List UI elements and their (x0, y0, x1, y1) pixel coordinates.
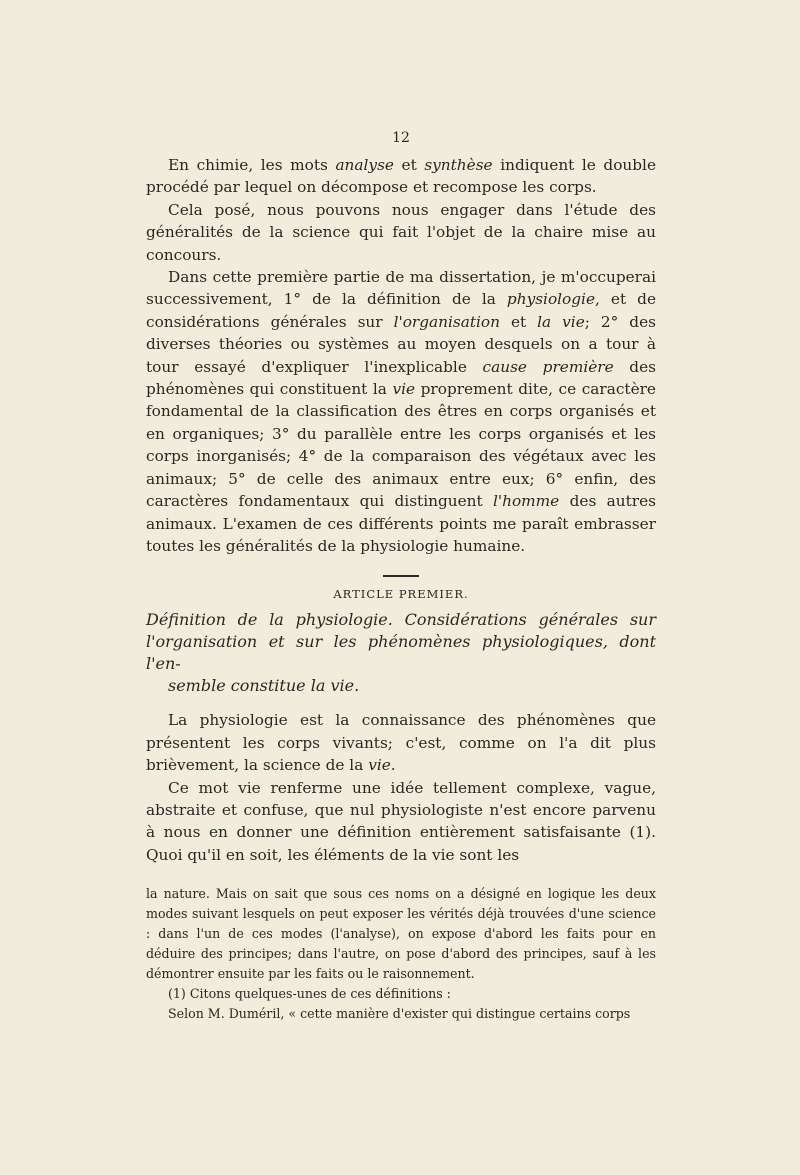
italic-term: cause première (482, 357, 614, 376)
intro-paragraph-1 (146, 154, 656, 199)
italic-term: physiologie (506, 290, 595, 309)
text-run: Ce mot vie renferme une idée tellement complexe, vague, abstraite et confuse, que nul physiologiste n'est encore parvenu à nous en donner une définition entièrement satisfaisante (1). Quoi qu'il en soit, les éléments de la vie sont les (146, 778, 656, 864)
intro-paragraph-2 (146, 199, 656, 266)
text-run: proprement dite, ce caractère fondamental de la classification des êtres en corps organisés et en organiques; 3° du parallèle entre les corps organisés et les corps inorganisés; 4° de la comparaison des végétaux avec les animaux; 5° de celle des animaux entre eux; 6° enfin, des caractères fondamentaux qui distinguent (146, 380, 656, 511)
text-run: des phénomènes qui constituent la (146, 357, 657, 399)
page (146, 130, 656, 1024)
italic-term: vie (392, 380, 416, 399)
footnote-1: (1) Citons quelques-unes de ces définitions : (168, 986, 451, 1002)
intro-section (146, 154, 656, 557)
text-run: Dans cette première partie de ma dissertation, je m'occuperai successivement, 1° de la définition de la (146, 268, 656, 309)
footnote-continuation: la nature. Mais on sait que sous ces noms on a désigné en logique les deux modes suivant lesquels on peut exposer les vérités déjà trouvées d'une science : dans l'un de ces modes (l'analyse), on expose d'abord les faits pour en déduire des principes; dans l'autre, on pose d'abord des principes, sauf à les démontrer ensuite par les faits ou le raisonnement. (146, 886, 656, 982)
italic-term: l'homme (493, 492, 560, 511)
text-run: , et de considérations générales sur (146, 290, 656, 331)
text-run: La physiologie est la connaissance des phénomènes que présentent les corps vivants; c'est, comme on l'a dit plus brièvement, la science de la (146, 711, 656, 775)
section-divider (383, 575, 419, 577)
text-run: des autres animaux. L'examen de ces différents points me paraît embrasser toutes les généralités de la physiologie humaine. (146, 492, 656, 555)
text-run: et (499, 312, 538, 331)
body-paragraph-1 (146, 709, 656, 776)
intro-paragraph-3 (146, 266, 656, 557)
text-run: Cela posé, nous pouvons nous engager dans l'étude des généralités de la science qui fait l'objet de la chaire mise au concours. (146, 200, 656, 264)
text-run: et (393, 156, 425, 174)
article-title-line-2: semble constitue la vie. (168, 676, 360, 696)
article-title-line-1: Définition de la physiologie. Considérations générales sur l'organisation et sur les phénomènes physiologiques, dont l'en- (146, 610, 656, 674)
footnote-1-text: Selon M. Duméril, « cette manière d'exister qui distingue certains corps (168, 1006, 631, 1022)
footnotes (146, 884, 656, 1024)
italic-term: analyse (335, 156, 394, 174)
text-run: indiquent le double procédé par lequel on décompose et recompose les corps. (146, 156, 656, 197)
italic-term: la vie (537, 312, 585, 331)
body-section (146, 709, 656, 866)
text-run: En chimie, les mots (168, 156, 336, 174)
italic-term: synthèse (424, 156, 493, 174)
article-title (146, 609, 656, 697)
text-run: ; 2° des diverses théories ou systèmes au moyen desquels on a tour à tour essayé d'expliquer l'inexplicable (146, 312, 656, 376)
article-heading: ARTICLE PREMIER. (333, 587, 469, 602)
body-paragraph-2 (146, 777, 656, 867)
text-run: . (390, 756, 396, 775)
italic-term: l'organisation (393, 312, 500, 331)
italic-term: vie (368, 756, 391, 775)
page-number: 12 (392, 130, 410, 146)
